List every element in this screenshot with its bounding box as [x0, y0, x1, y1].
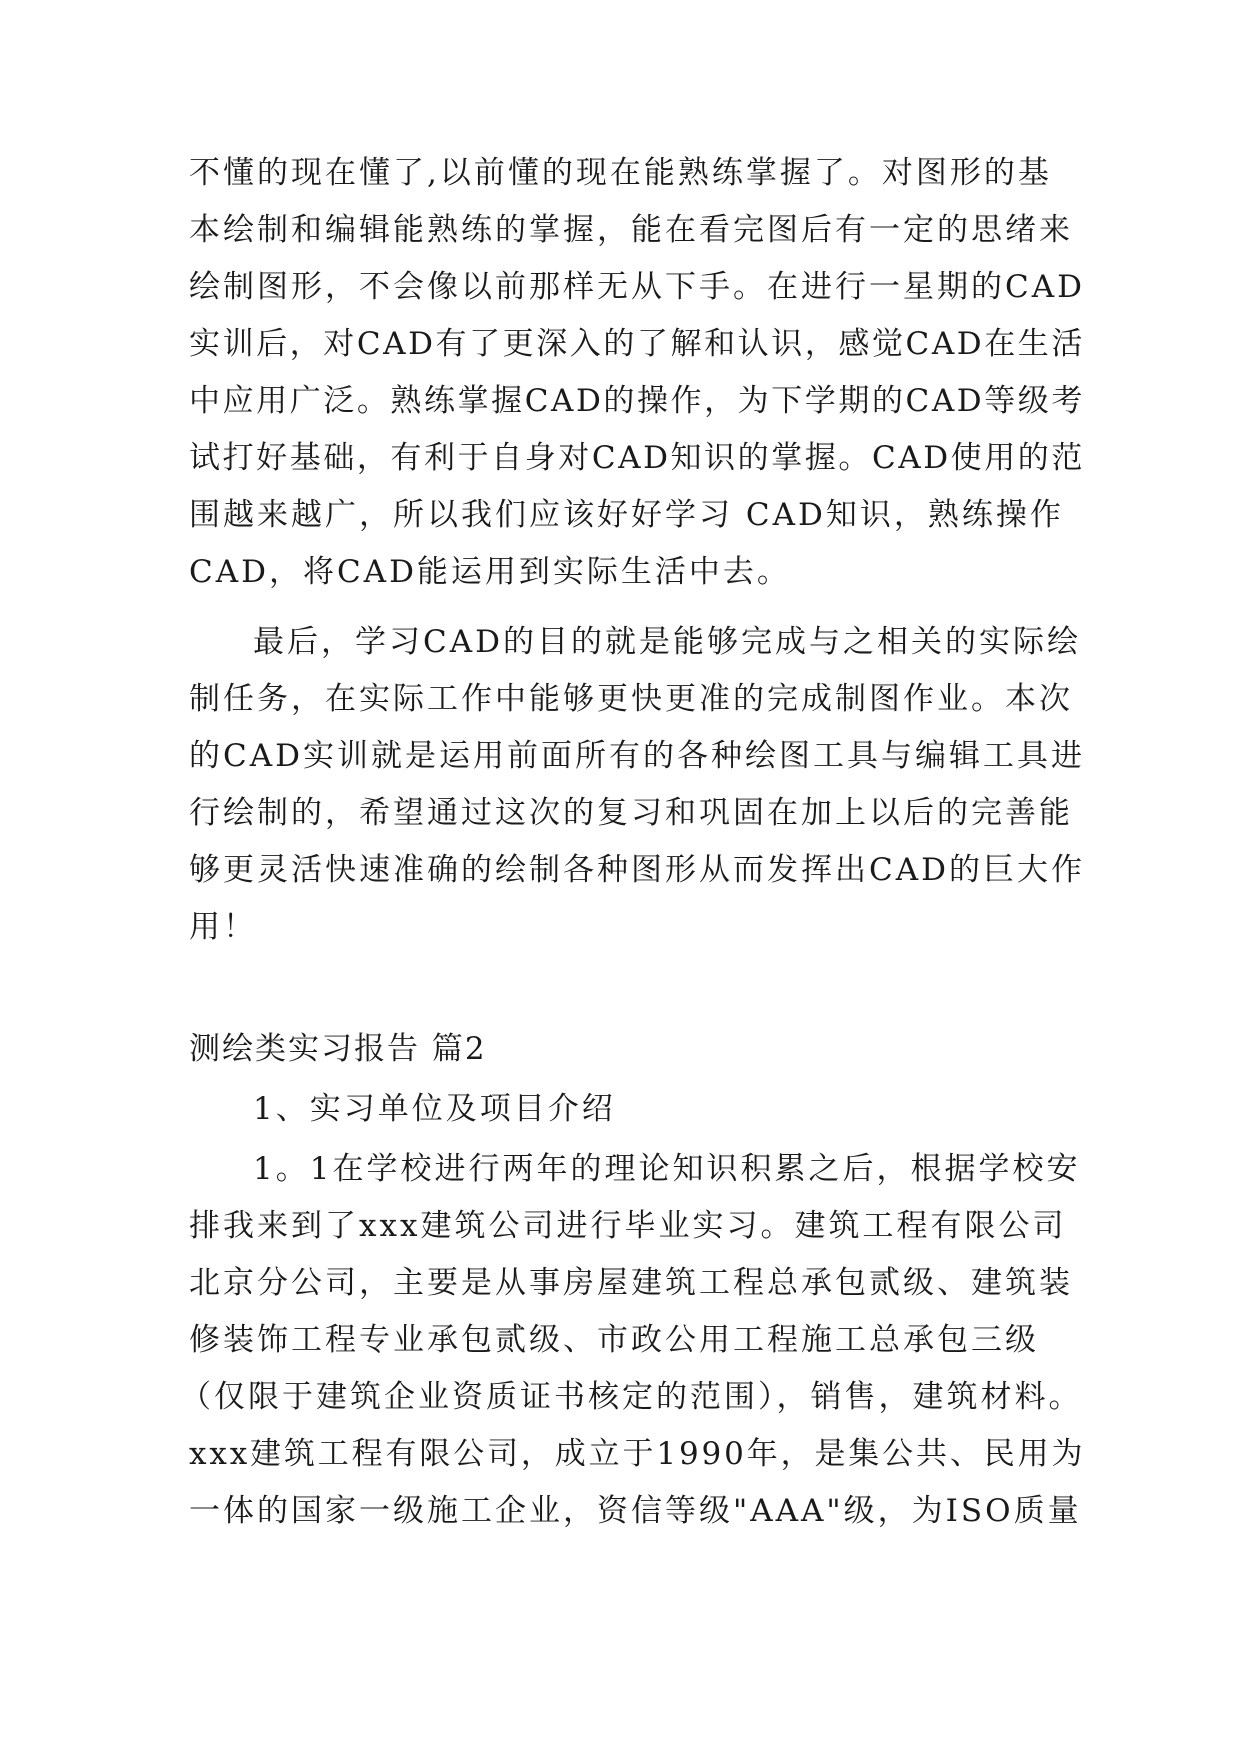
text-line: 最后，学习CAD的目的就是能够完成与之相关的实际绘	[253, 624, 1081, 660]
text-line: 制任务，在实际工作中能够更快更准的完成制图作业。本次	[189, 681, 1073, 717]
section-title: 测绘类实习报告 篇2	[189, 1031, 487, 1067]
text-line: 修装饰工程专业承包贰级、市政公用工程施工总承包三级	[189, 1322, 1039, 1358]
text-line: 一体的国家一级施工企业，资信等级"AAA"级，为ISO质量	[189, 1493, 1082, 1529]
text-line: （仅限于建筑企业资质证书核定的范围），销售，建筑材料。	[180, 1379, 1083, 1415]
text-line: xxx建筑工程有限公司，成立于1990年，是集公共、民用为	[189, 1436, 1086, 1472]
text-line: 本绘制和编辑能熟练的掌握，能在看完图后有一定的思绪来	[189, 212, 1073, 248]
text-line: 1。1在学校进行两年的理论知识积累之后，根据学校安	[253, 1151, 1081, 1187]
text-line: 实训后，对CAD有了更深入的了解和认识，感觉CAD在生活	[189, 326, 1085, 362]
text-line: 中应用广泛。熟练掌握CAD的操作，为下学期的CAD等级考	[189, 383, 1085, 419]
subheading: 1、实习单位及项目介绍	[253, 1091, 616, 1127]
text-line: 够更灵活快速准确的绘制各种图形从而发挥出CAD的巨大作	[189, 852, 1085, 888]
text-line: 的CAD实训就是运用前面所有的各种绘图工具与编辑工具进	[189, 738, 1085, 774]
text-line: 绘制图形，不会像以前那样无从下手。在进行一星期的CAD	[189, 269, 1085, 305]
text-line: 行绘制的，希望通过这次的复习和巩固在加上以后的完善能	[189, 795, 1073, 831]
text-line: 围越来越广，所以我们应该好好学习 CAD知识，熟练操作	[189, 497, 1064, 533]
text-line: 不懂的现在懂了,以前懂的现在能熟练掌握了。对图形的基	[189, 155, 1052, 191]
text-line: 排我来到了xxx建筑公司进行毕业实习。建筑工程有限公司	[189, 1208, 1067, 1244]
text-line: CAD，将CAD能运用到实际生活中去。	[189, 554, 791, 590]
text-line: 试打好基础，有利于自身对CAD知识的掌握。CAD使用的范	[189, 440, 1085, 476]
text-line: 用！	[189, 909, 257, 945]
text-line: 北京分公司，主要是从事房屋建筑工程总承包贰级、建筑装	[189, 1265, 1073, 1301]
